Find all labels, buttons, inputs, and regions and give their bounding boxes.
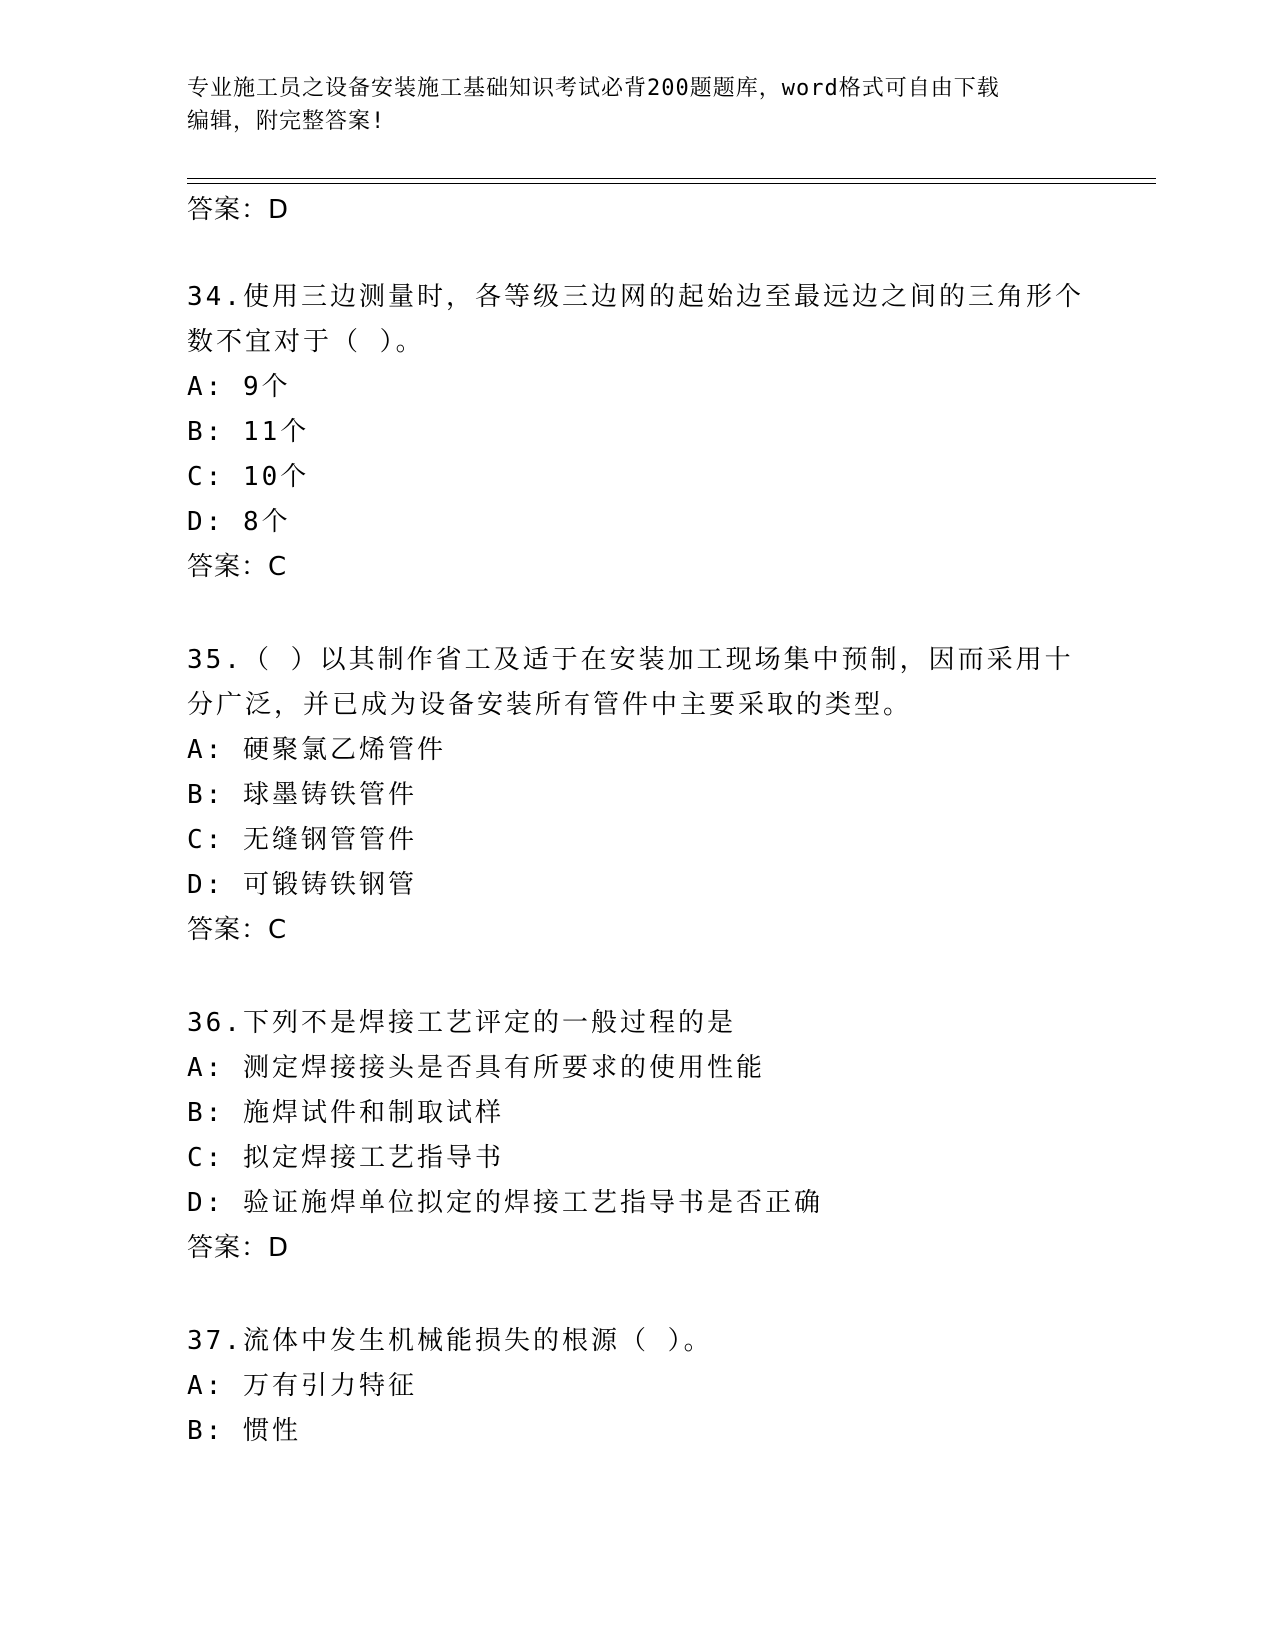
question-36-option-d: D: 验证施焊单位拟定的焊接工艺指导书是否正确	[187, 1188, 823, 1218]
question-35-option-d: D: 可锻铸铁钢管	[187, 870, 417, 900]
question-34-option-b: B: 11个	[187, 417, 310, 447]
header-line-2: 编辑，附完整答案!	[187, 109, 386, 134]
question-35-stem-line-2: 分广泛，并已成为设备安装所有管件中主要采取的类型。	[187, 690, 913, 720]
question-36-option-b: B: 施焊试件和制取试样	[187, 1098, 504, 1128]
answer-35: 答案：C	[187, 915, 288, 945]
question-36-option-a: A: 测定焊接接头是否具有所要求的使用性能	[187, 1053, 765, 1083]
header-divider-bottom	[187, 183, 1156, 184]
question-35-option-b: B: 球墨铸铁管件	[187, 780, 417, 810]
answer-33: 答案：D	[187, 195, 290, 225]
answer-34: 答案：C	[187, 552, 288, 582]
question-34-stem-line-1: 34.使用三边测量时，各等级三边网的起始边至最远边之间的三角形个	[187, 282, 1084, 312]
question-34-option-a: A: 9个	[187, 372, 291, 402]
question-34-option-d: D: 8个	[187, 507, 291, 537]
question-35-option-c: C: 无缝钢管管件	[187, 825, 417, 855]
header-line-1: 专业施工员之设备安装施工基础知识考试必背200题题库，word格式可自由下载	[187, 76, 1000, 101]
document-header	[187, 72, 1087, 138]
question-37-stem: 37.流体中发生机械能损失的根源（ ）。	[187, 1326, 713, 1356]
question-36-stem: 36.下列不是焊接工艺评定的一般过程的是	[187, 1008, 736, 1038]
header-divider-top	[187, 178, 1156, 179]
question-36-option-c: C: 拟定焊接工艺指导书	[187, 1143, 504, 1173]
question-37-option-a: A: 万有引力特征	[187, 1371, 417, 1401]
question-34-option-c: C: 10个	[187, 462, 310, 492]
answer-36: 答案：D	[187, 1233, 290, 1263]
question-37-option-b: B: 惯性	[187, 1416, 301, 1446]
question-34-stem-line-2: 数不宜对于（ ）。	[187, 327, 425, 357]
question-35-stem-line-1: 35.（ ）以其制作省工及适于在安装加工现场集中预制，因而采用十	[187, 645, 1074, 675]
question-35-option-a: A: 硬聚氯乙烯管件	[187, 735, 446, 765]
